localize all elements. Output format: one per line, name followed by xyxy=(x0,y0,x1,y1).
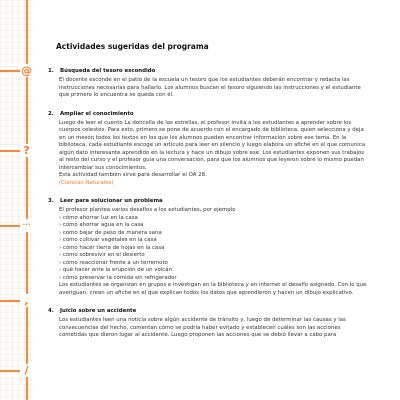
list-item: › cómo hacer tierra de hojas en la casa xyxy=(59,245,370,253)
challenge-list xyxy=(59,215,370,283)
slash-icon: / xyxy=(20,364,33,377)
activity-3 xyxy=(48,198,370,297)
activity-outro: Los estudiantes se organizan en grupos e investigan en la biblioteca y en internet el desafío asignado. Con lo que averiguan, crean un afiche en el que explican todos los datos que aprendieron y hacen un dibujo explicativo. xyxy=(59,282,367,296)
activity-note: Esta actividad también sirve para desarrollar el OA 28. xyxy=(59,172,207,178)
activity-number: 2. xyxy=(48,110,54,117)
list-item: › cómo cultivar vegetales en la casa xyxy=(59,237,370,245)
activity-heading xyxy=(48,308,370,314)
activity-body xyxy=(59,207,370,297)
activity-heading xyxy=(48,111,370,117)
activity-title: Ampliar el conocimiento xyxy=(60,110,134,117)
list-item: › cómo sobrevivir en el desierto xyxy=(59,252,370,260)
activity-number: 1. xyxy=(48,68,54,74)
activity-body xyxy=(59,317,370,340)
activity-text: Luego de leer el cuento La doncella de las estrellas, el profesor invita a los estudiantes a aprender sobre los cuerpos celestes. Para esto, primero se pone de acuerdo con el encargado de biblioteca, quien selecciona y deja en un mesón todos los textos en los que los alumnos pueden encontrar información sobre ese tema. En la biblioteca, cada estudiante escoge un artículo para leer en silencio y luego elabora un afiche en el que comunica algún dato interesante aprendido en la lectura y hace un dibujo sobre ese. Los estudiantes exponen sus trabajos al resto del curso y el profesor guía una conversación, para que los alumnos que leyeron sobre lo mismo puedan intercambiar sus conocimientos. xyxy=(59,119,366,171)
activity-body xyxy=(59,77,370,100)
activity-1 xyxy=(48,68,370,100)
activity-4 xyxy=(48,308,370,340)
activity-2 xyxy=(48,111,370,188)
list-item: › cómo preservar la comida sin refrigerador xyxy=(59,275,370,283)
activity-intro: El profesor plantea varios desafíos a los estudiantes, por ejemplo xyxy=(59,207,236,213)
list-item: › cómo reaccionar frente a un terremoto xyxy=(59,260,370,268)
activity-title: Leer para solucionar un problema xyxy=(60,198,163,204)
activity-title: Búsqueda del tesoro escondido xyxy=(60,68,156,74)
list-item: › qué hacer ante la erupción de un volcán xyxy=(59,267,370,275)
list-item: › cómo ahorrar agua en la casa xyxy=(59,222,370,230)
list-item: › cómo ahorrar luz en la casa xyxy=(59,215,370,223)
activity-heading xyxy=(48,198,370,204)
activity-body xyxy=(59,120,370,188)
activity-number: 4. xyxy=(48,308,54,314)
list-item: › cómo bajar de peso de manera sana xyxy=(59,230,370,238)
activity-text: El docente esconde en el patio de la escuela un tesoro que los estudiantes deberán encontrar y redacta las instrucciones necesarias para hallarlo. Los alumnos buscan el tesoro siguiendo las instrucciones y el estudiante que primero lo encuentra se queda con él. xyxy=(59,77,361,98)
page-title: Actividades sugeridas del programa xyxy=(56,42,209,51)
activity-title: Juicio sobre un accidente xyxy=(60,308,137,314)
subject-tag: (Ciencias Naturales) xyxy=(59,179,114,186)
activity-heading xyxy=(48,68,370,74)
notebook-grid-margin xyxy=(0,0,33,400)
activity-number: 3. xyxy=(48,198,54,204)
activity-text: Los estudiantes leen una noticia sobre algún accidente de tránsito y, luego de determinar las causas y las consecuencias del hecho, comentan cómo se podría haber evitado y establecen cuáles son las acciones cometidas que dieron lugar al accidente. Luego proponen las acciones que se debió llevar a cabo para xyxy=(59,317,346,338)
at-sign-icon: @ xyxy=(21,64,32,77)
question-mark-icon: ? xyxy=(20,144,33,157)
ellipsis-icon: ··· xyxy=(20,219,33,232)
document-content xyxy=(48,42,370,351)
margin-vertical-rule xyxy=(26,0,28,400)
comma-icon: , xyxy=(20,294,33,307)
